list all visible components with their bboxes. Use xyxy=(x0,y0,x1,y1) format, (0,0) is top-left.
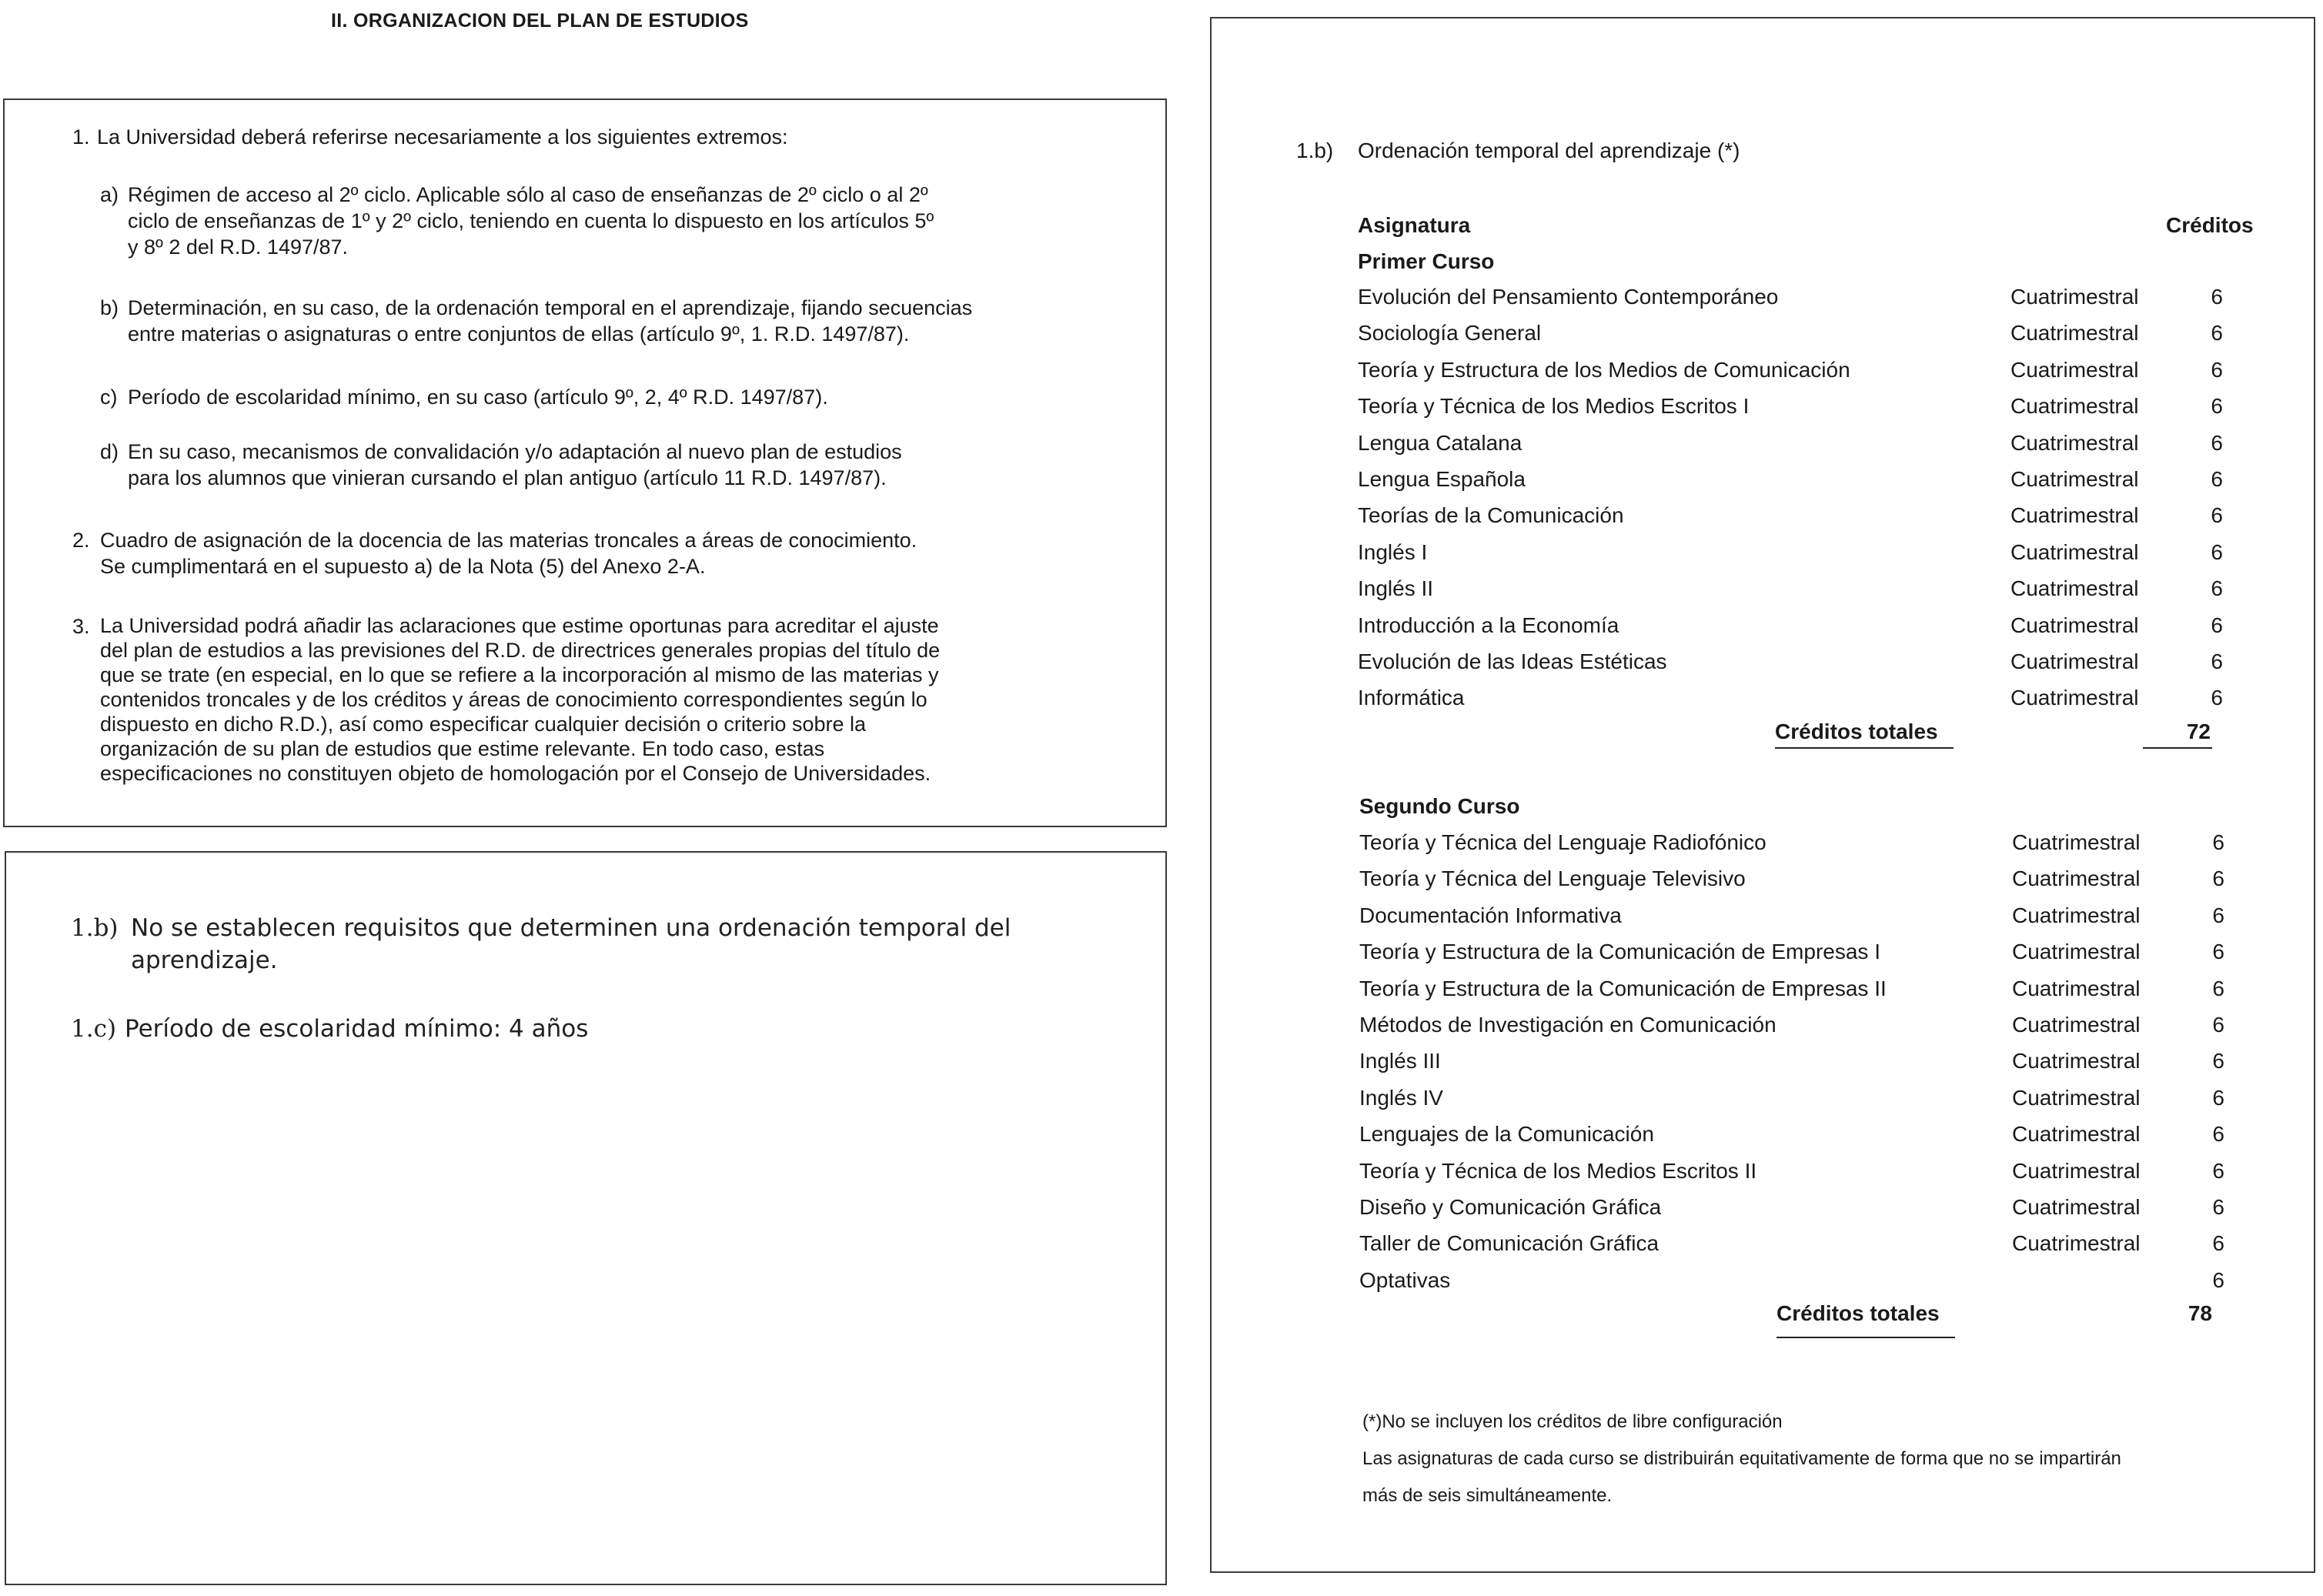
subject-duration: Cuatrimestral xyxy=(2012,1231,2141,1256)
subject-name: Teoría y Estructura de la Comunicación de Empresas II xyxy=(1359,976,1887,1000)
subject-credits: 6 xyxy=(2212,1231,2224,1256)
item-2-text xyxy=(100,527,1073,579)
subject-name: Teoría y Técnica del Lenguaje Radiofónico xyxy=(1359,830,1766,854)
subject-row xyxy=(1359,977,2237,1013)
subitem-a-line-3: y 8º 2 del R.D. 1497/87. xyxy=(128,235,349,259)
footnote-credits: (*)No se incluyen los créditos de libre configuración xyxy=(1362,1411,1783,1432)
subject-credits: 6 xyxy=(2212,1195,2224,1219)
subitem-a-label: a) xyxy=(100,183,119,206)
item-3-text xyxy=(100,613,1073,786)
subject-duration: Cuatrimestral xyxy=(2012,1122,2141,1147)
year-2-total-value: 78 xyxy=(2188,1301,2212,1325)
subject-duration: Cuatrimestral xyxy=(2012,940,2141,964)
subject-row xyxy=(1359,1231,2237,1267)
subject-credits: 6 xyxy=(2212,1267,2224,1292)
subject-row xyxy=(1358,431,2235,467)
subject-name: Inglés II xyxy=(1358,576,1434,601)
year-1-total-rule-left xyxy=(1775,747,1954,749)
subject-credits: 6 xyxy=(2211,394,2223,419)
subject-duration: Cuatrimestral xyxy=(2012,866,2141,891)
footnote-distribution-line-1: Las asignaturas de cada curso se distribuirán equitativamente de forma que no se impartirán xyxy=(1362,1448,2121,1469)
subject-duration: Cuatrimestral xyxy=(2010,539,2139,564)
subject-credits: 6 xyxy=(2212,1013,2224,1037)
response-1b-line-2: aprendizaje. xyxy=(131,947,278,974)
responses-box xyxy=(5,851,1167,1585)
item-2-line-1: Cuadro de asignación de la docencia de las materias troncales a áreas de conocimiento. xyxy=(100,529,918,552)
response-1b-number: 1.b) xyxy=(71,914,119,942)
item-3-line-6: organización de su plan de estudios que estime relevante. En todo caso, estas xyxy=(100,737,825,760)
subject-duration: Cuatrimestral xyxy=(2012,976,2141,1000)
item-2-line-2: Se cumplimentará en el supuesto a) de la Nota (5) del Anexo 2-A. xyxy=(100,555,706,578)
subject-credits: 6 xyxy=(2211,430,2223,455)
subitem-a-text xyxy=(128,182,1073,260)
subitem-b-label: b) xyxy=(100,296,119,319)
year-2-total-label: Créditos totales xyxy=(1777,1301,1940,1325)
subject-row xyxy=(1359,903,2237,940)
subject-name: Lengua Catalana xyxy=(1358,430,1522,455)
subject-name: Teoría y Técnica de los Medios Escritos II xyxy=(1359,1158,1757,1183)
subject-credits: 6 xyxy=(2212,903,2224,927)
subject-name: Teoría y Técnica del Lenguaje Televisivo xyxy=(1359,866,1746,891)
subject-name: Lenguajes de la Comunicación xyxy=(1359,1122,1654,1147)
subject-duration: Cuatrimestral xyxy=(2012,1158,2141,1183)
subject-name: Inglés III xyxy=(1359,1049,1441,1073)
subitem-d-label: d) xyxy=(100,440,119,463)
subitem-b-line-1: Determinación, en su caso, de la ordenación temporal en el aprendizaje, fijando secuencias xyxy=(128,296,973,319)
subject-credits: 6 xyxy=(2212,1158,2224,1183)
subitem-c-text xyxy=(128,384,1073,410)
subitem-c-label: c) xyxy=(100,386,118,409)
item-3-line-5: dispuesto en dicho R.D.), así como especificar cualquier decisión o criterio sobre la xyxy=(100,713,866,736)
subject-name: Evolución del Pensamiento Contemporáneo xyxy=(1358,285,1779,309)
subject-duration: Cuatrimestral xyxy=(2010,357,2139,382)
requirements-box xyxy=(3,98,1167,827)
subject-name: Optativas xyxy=(1359,1267,1451,1292)
subject-row xyxy=(1358,358,2235,394)
subject-row xyxy=(1359,1049,2237,1085)
subitem-c-line-1: Período de escolaridad mínimo, en su caso (artículo 9º, 2, 4º R.D. 1497/87). xyxy=(128,386,828,409)
subject-duration: Cuatrimestral xyxy=(2012,830,2141,854)
plan-section-number: 1.b) xyxy=(1296,139,1334,162)
subject-row xyxy=(1358,467,2235,503)
subject-row xyxy=(1359,1159,2237,1195)
response-1b-line-1: No se establecen requisitos que determinen una ordenación temporal del xyxy=(131,914,1011,942)
subject-credits: 6 xyxy=(2211,576,2223,601)
subject-name: Informática xyxy=(1358,686,1465,710)
subitem-b-text xyxy=(128,295,1073,347)
subject-row xyxy=(1358,649,2235,686)
subject-name: Teoría y Estructura de la Comunicación de Empresas I xyxy=(1359,940,1880,964)
subject-row xyxy=(1359,1195,2237,1231)
response-1c-number: 1.c) xyxy=(71,1015,117,1043)
subject-duration: Cuatrimestral xyxy=(2010,285,2139,309)
year-1-total-value: 72 xyxy=(2186,720,2211,743)
subject-row xyxy=(1359,940,2237,976)
subject-name: Diseño y Comunicación Gráfica xyxy=(1359,1195,1662,1219)
subitem-d-line-1: En su caso, mecanismos de convalidación y/o adaptación al nuevo plan de estudios xyxy=(128,440,902,463)
subject-name: Teoría y Estructura de los Medios de Comunicación xyxy=(1358,357,1850,382)
response-1b-text xyxy=(131,912,1131,977)
year-2-title: Segundo Curso xyxy=(1359,794,1520,818)
column-header-subject: Asignatura xyxy=(1358,213,1471,237)
item-3-line-3: que se trate (en especial, en lo que se refiere a la incorporación al mismo de las materias y xyxy=(100,663,939,686)
response-1c-text: Período de escolaridad mínimo: 4 años xyxy=(125,1015,589,1043)
subject-duration: Cuatrimestral xyxy=(2012,1049,2141,1073)
subject-credits: 6 xyxy=(2211,467,2223,491)
subject-row xyxy=(1358,540,2235,576)
subject-duration: Cuatrimestral xyxy=(2010,613,2139,637)
subject-duration: Cuatrimestral xyxy=(2010,649,2139,673)
subject-duration: Cuatrimestral xyxy=(2012,903,2141,927)
subject-name: Documentación Informativa xyxy=(1359,903,1622,927)
subject-credits: 6 xyxy=(2211,357,2223,382)
column-header-credits: Créditos xyxy=(2166,213,2254,237)
subject-duration: Cuatrimestral xyxy=(2010,394,2139,419)
item-1-number: 1. xyxy=(72,125,90,149)
subject-duration: Cuatrimestral xyxy=(2010,430,2139,455)
subject-duration: Cuatrimestral xyxy=(2010,503,2139,528)
subject-credits: 6 xyxy=(2211,613,2223,637)
subject-credits: 6 xyxy=(2212,940,2224,964)
plan-box xyxy=(1210,17,2315,1573)
subitem-a-line-2: ciclo de enseñanzas de 1º y 2º ciclo, teniendo en cuenta lo dispuesto en los artículos 5º xyxy=(128,209,934,232)
item-3-line-4: contenidos troncales y de los créditos y áreas de conocimiento correspondientes según lo xyxy=(100,688,928,711)
item-3-line-2: del plan de estudios a las previsiones del R.D. de directrices generales propias del título de xyxy=(100,639,941,662)
subject-name: Inglés IV xyxy=(1359,1085,1443,1110)
item-3-line-7: especificaciones no constituyen objeto de homologación por el Consejo de Universidades. xyxy=(100,762,931,785)
subject-credits: 6 xyxy=(2211,539,2223,564)
year-1-total-rule-right xyxy=(2143,747,2212,749)
subject-credits: 6 xyxy=(2211,686,2223,710)
subject-name: Lengua Española xyxy=(1358,467,1526,491)
subject-duration: Cuatrimestral xyxy=(2012,1195,2141,1219)
subject-row xyxy=(1358,613,2235,649)
subject-name: Evolución de las Ideas Estéticas xyxy=(1358,649,1667,673)
subject-row xyxy=(1358,321,2235,357)
subject-duration: Cuatrimestral xyxy=(2010,686,2139,710)
subitem-d-line-2: para los alumnos que vinieran cursando el plan antiguo (artículo 11 R.D. 1497/87). xyxy=(128,466,887,489)
subject-row xyxy=(1358,503,2235,539)
subject-row xyxy=(1358,576,2235,613)
subject-name: Teorías de la Comunicación xyxy=(1358,503,1624,528)
subject-duration: Cuatrimestral xyxy=(2012,1085,2141,1110)
subject-credits: 6 xyxy=(2212,976,2224,1000)
subject-duration: Cuatrimestral xyxy=(2010,467,2139,491)
page-heading: II. ORGANIZACION DEL PLAN DE ESTUDIOS xyxy=(331,10,749,32)
subject-row xyxy=(1359,1122,2237,1158)
subject-credits: 6 xyxy=(2212,1122,2224,1147)
year-2-total-rule xyxy=(1777,1337,1955,1338)
subject-credits: 6 xyxy=(2212,1085,2224,1110)
subject-row xyxy=(1359,866,2237,903)
subject-name: Métodos de Investigación en Comunicación xyxy=(1359,1013,1777,1037)
subject-name: Teoría y Técnica de los Medios Escritos I xyxy=(1358,394,1750,419)
subject-row xyxy=(1359,1086,2237,1122)
item-1-text: La Universidad deberá referirse necesariamente a los siguientes extremos: xyxy=(97,125,788,149)
footnote-distribution-line-2: más de seis simultáneamente. xyxy=(1362,1485,1613,1506)
subject-row xyxy=(1358,285,2235,321)
subject-duration: Cuatrimestral xyxy=(2010,321,2139,346)
subject-credits: 6 xyxy=(2211,649,2223,673)
item-3-number: 3. xyxy=(72,615,90,638)
subject-row xyxy=(1359,1268,2237,1304)
subject-name: Sociología General xyxy=(1358,321,1542,346)
subject-credits: 6 xyxy=(2211,503,2223,528)
item-3-line-1: La Universidad podrá añadir las aclaraciones que estime oportunas para acreditar el ajuste xyxy=(100,614,939,637)
subject-name: Inglés I xyxy=(1358,539,1428,564)
subject-row xyxy=(1359,830,2237,866)
subitem-b-line-2: entre materias o asignaturas o entre conjuntos de ellas (artículo 9º, 1. R.D. 1497/87). xyxy=(128,322,910,346)
year-1-total-label: Créditos totales xyxy=(1775,720,1938,743)
subject-credits: 6 xyxy=(2212,866,2224,891)
subject-row xyxy=(1358,394,2235,430)
subject-name: Introducción a la Economía xyxy=(1358,613,1619,637)
subject-credits: 6 xyxy=(2211,321,2223,346)
subitem-a-line-1: Régimen de acceso al 2º ciclo. Aplicable sólo al caso de enseñanzas de 2º ciclo o al 2º xyxy=(128,183,928,206)
subject-duration: Cuatrimestral xyxy=(2010,576,2139,601)
subject-credits: 6 xyxy=(2212,1049,2224,1073)
subject-row xyxy=(1359,1013,2237,1049)
subject-credits: 6 xyxy=(2211,285,2223,309)
subject-row xyxy=(1358,686,2235,722)
item-2-number: 2. xyxy=(72,529,90,552)
subitem-d-text xyxy=(128,439,1073,491)
subject-credits: 6 xyxy=(2212,830,2224,854)
plan-section-title: Ordenación temporal del aprendizaje (*) xyxy=(1358,139,1740,162)
year-1-title: Primer Curso xyxy=(1358,249,1495,273)
subject-name: Taller de Comunicación Gráfica xyxy=(1359,1231,1660,1256)
subject-duration: Cuatrimestral xyxy=(2012,1013,2141,1037)
